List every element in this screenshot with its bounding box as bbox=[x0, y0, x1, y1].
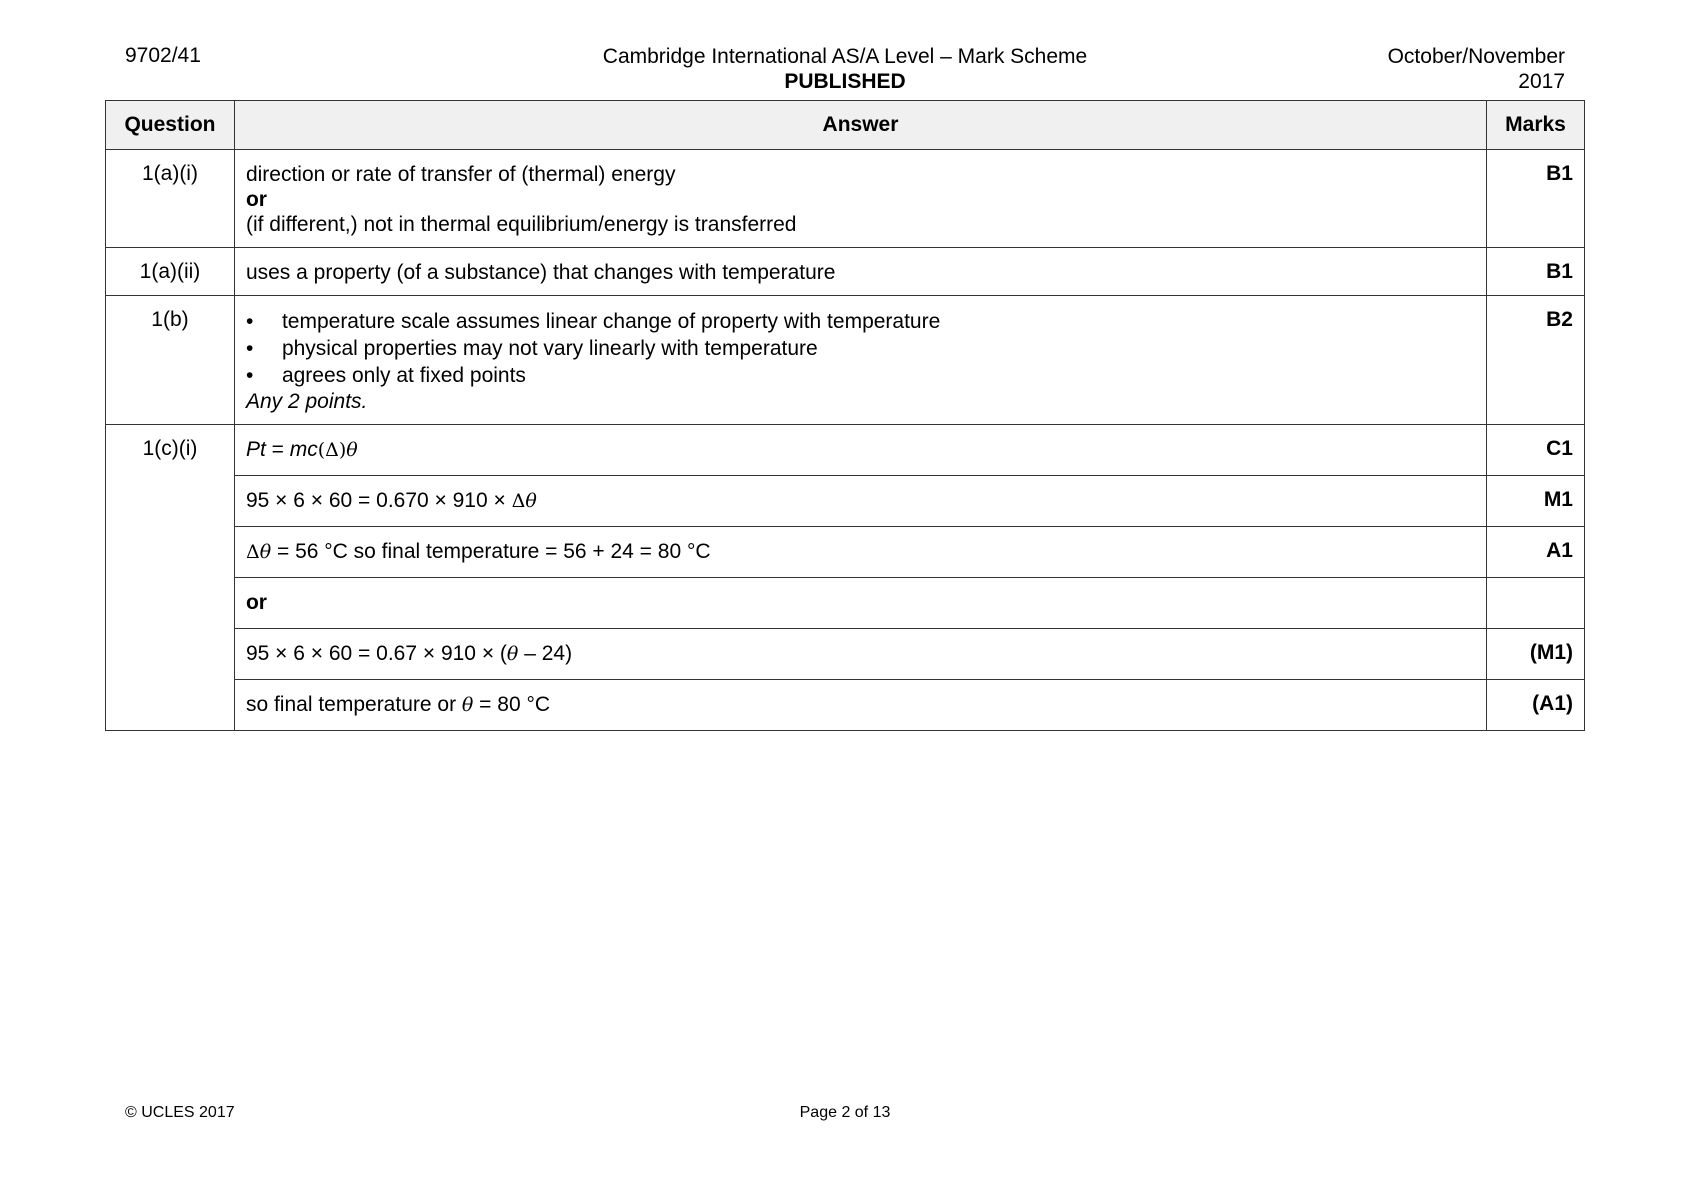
answer-equation: Pt = mc(Δ)θ bbox=[234, 425, 1486, 476]
mark-code: M1 bbox=[1487, 476, 1585, 527]
paper-code: 9702/41 bbox=[125, 44, 201, 67]
table-row bbox=[106, 425, 1585, 476]
mark-code: B2 bbox=[1487, 296, 1585, 425]
page-number: Page 2 of 13 bbox=[799, 1104, 891, 1121]
bullet-icon: • bbox=[245, 337, 254, 360]
mark-code: (M1) bbox=[1487, 629, 1585, 680]
mark-code bbox=[1487, 578, 1585, 629]
answer-equation: 95 × 6 × 60 = 0.67 × 910 × (θ – 24) bbox=[234, 629, 1486, 680]
exam-session-block bbox=[1388, 44, 1565, 94]
exam-session: October/November bbox=[1387, 45, 1565, 68]
question-number: 1(a)(ii) bbox=[106, 248, 235, 296]
table-row bbox=[106, 680, 1585, 731]
list-item bbox=[246, 362, 1474, 389]
table-row bbox=[106, 527, 1585, 578]
copyright-notice: © UCLES 2017 bbox=[125, 1104, 235, 1121]
answer-column-header: Answer bbox=[234, 101, 1486, 150]
or-label: or bbox=[234, 578, 1486, 629]
mark-code: B1 bbox=[1487, 248, 1585, 296]
document-title: Cambridge International AS/A Level – Mark Scheme bbox=[602, 45, 1088, 68]
table-row bbox=[106, 296, 1585, 425]
list-item bbox=[246, 335, 1474, 362]
answer-cell bbox=[234, 248, 1486, 296]
answer-cell bbox=[234, 150, 1486, 248]
question-number: 1(c)(i) bbox=[106, 425, 235, 731]
question-number: 1(a)(i) bbox=[106, 150, 235, 248]
answer-equation: Δθ = 56 °C so final temperature = 56 + 24 = 80 °C bbox=[234, 527, 1486, 578]
list-item bbox=[246, 308, 1474, 335]
exam-year: 2017 bbox=[1518, 70, 1565, 93]
mark-scheme-table bbox=[105, 100, 1585, 731]
mark-code: B1 bbox=[1487, 150, 1585, 248]
mark-code: A1 bbox=[1487, 527, 1585, 578]
answer-note: Any 2 points. bbox=[245, 390, 368, 413]
bullet-text: temperature scale assumes linear change of property with temperature bbox=[281, 310, 941, 333]
answer-cell bbox=[234, 296, 1486, 425]
or-label: or bbox=[245, 188, 267, 211]
answer-text: (if different,) not in thermal equilibrium/energy is transferred bbox=[245, 213, 797, 236]
published-label: PUBLISHED bbox=[784, 70, 906, 93]
question-number: 1(b) bbox=[106, 296, 235, 425]
table-row bbox=[106, 578, 1585, 629]
answer-text: uses a property (of a substance) that changes with temperature bbox=[245, 261, 836, 284]
table-row bbox=[106, 248, 1585, 296]
table-row bbox=[106, 629, 1585, 680]
answer-text: direction or rate of transfer of (thermal) energy bbox=[245, 163, 676, 186]
answer-equation: 95 × 6 × 60 = 0.670 × 910 × Δθ bbox=[234, 476, 1486, 527]
question-column-header: Question bbox=[106, 101, 235, 150]
document-title-block bbox=[545, 44, 1145, 94]
bullet-icon: • bbox=[245, 310, 254, 333]
table-row bbox=[106, 150, 1585, 248]
bullet-text: physical properties may not vary linearly with temperature bbox=[281, 337, 818, 360]
bullet-text: agrees only at fixed points bbox=[281, 364, 526, 387]
mark-code: (A1) bbox=[1487, 680, 1585, 731]
table-row bbox=[106, 476, 1585, 527]
table-header-row bbox=[106, 101, 1585, 150]
marks-column-header: Marks bbox=[1487, 101, 1585, 150]
mark-code: C1 bbox=[1487, 425, 1585, 476]
bullet-list bbox=[246, 308, 1474, 389]
bullet-icon: • bbox=[245, 364, 254, 387]
answer-equation: so final temperature or θ = 80 °C bbox=[234, 680, 1486, 731]
